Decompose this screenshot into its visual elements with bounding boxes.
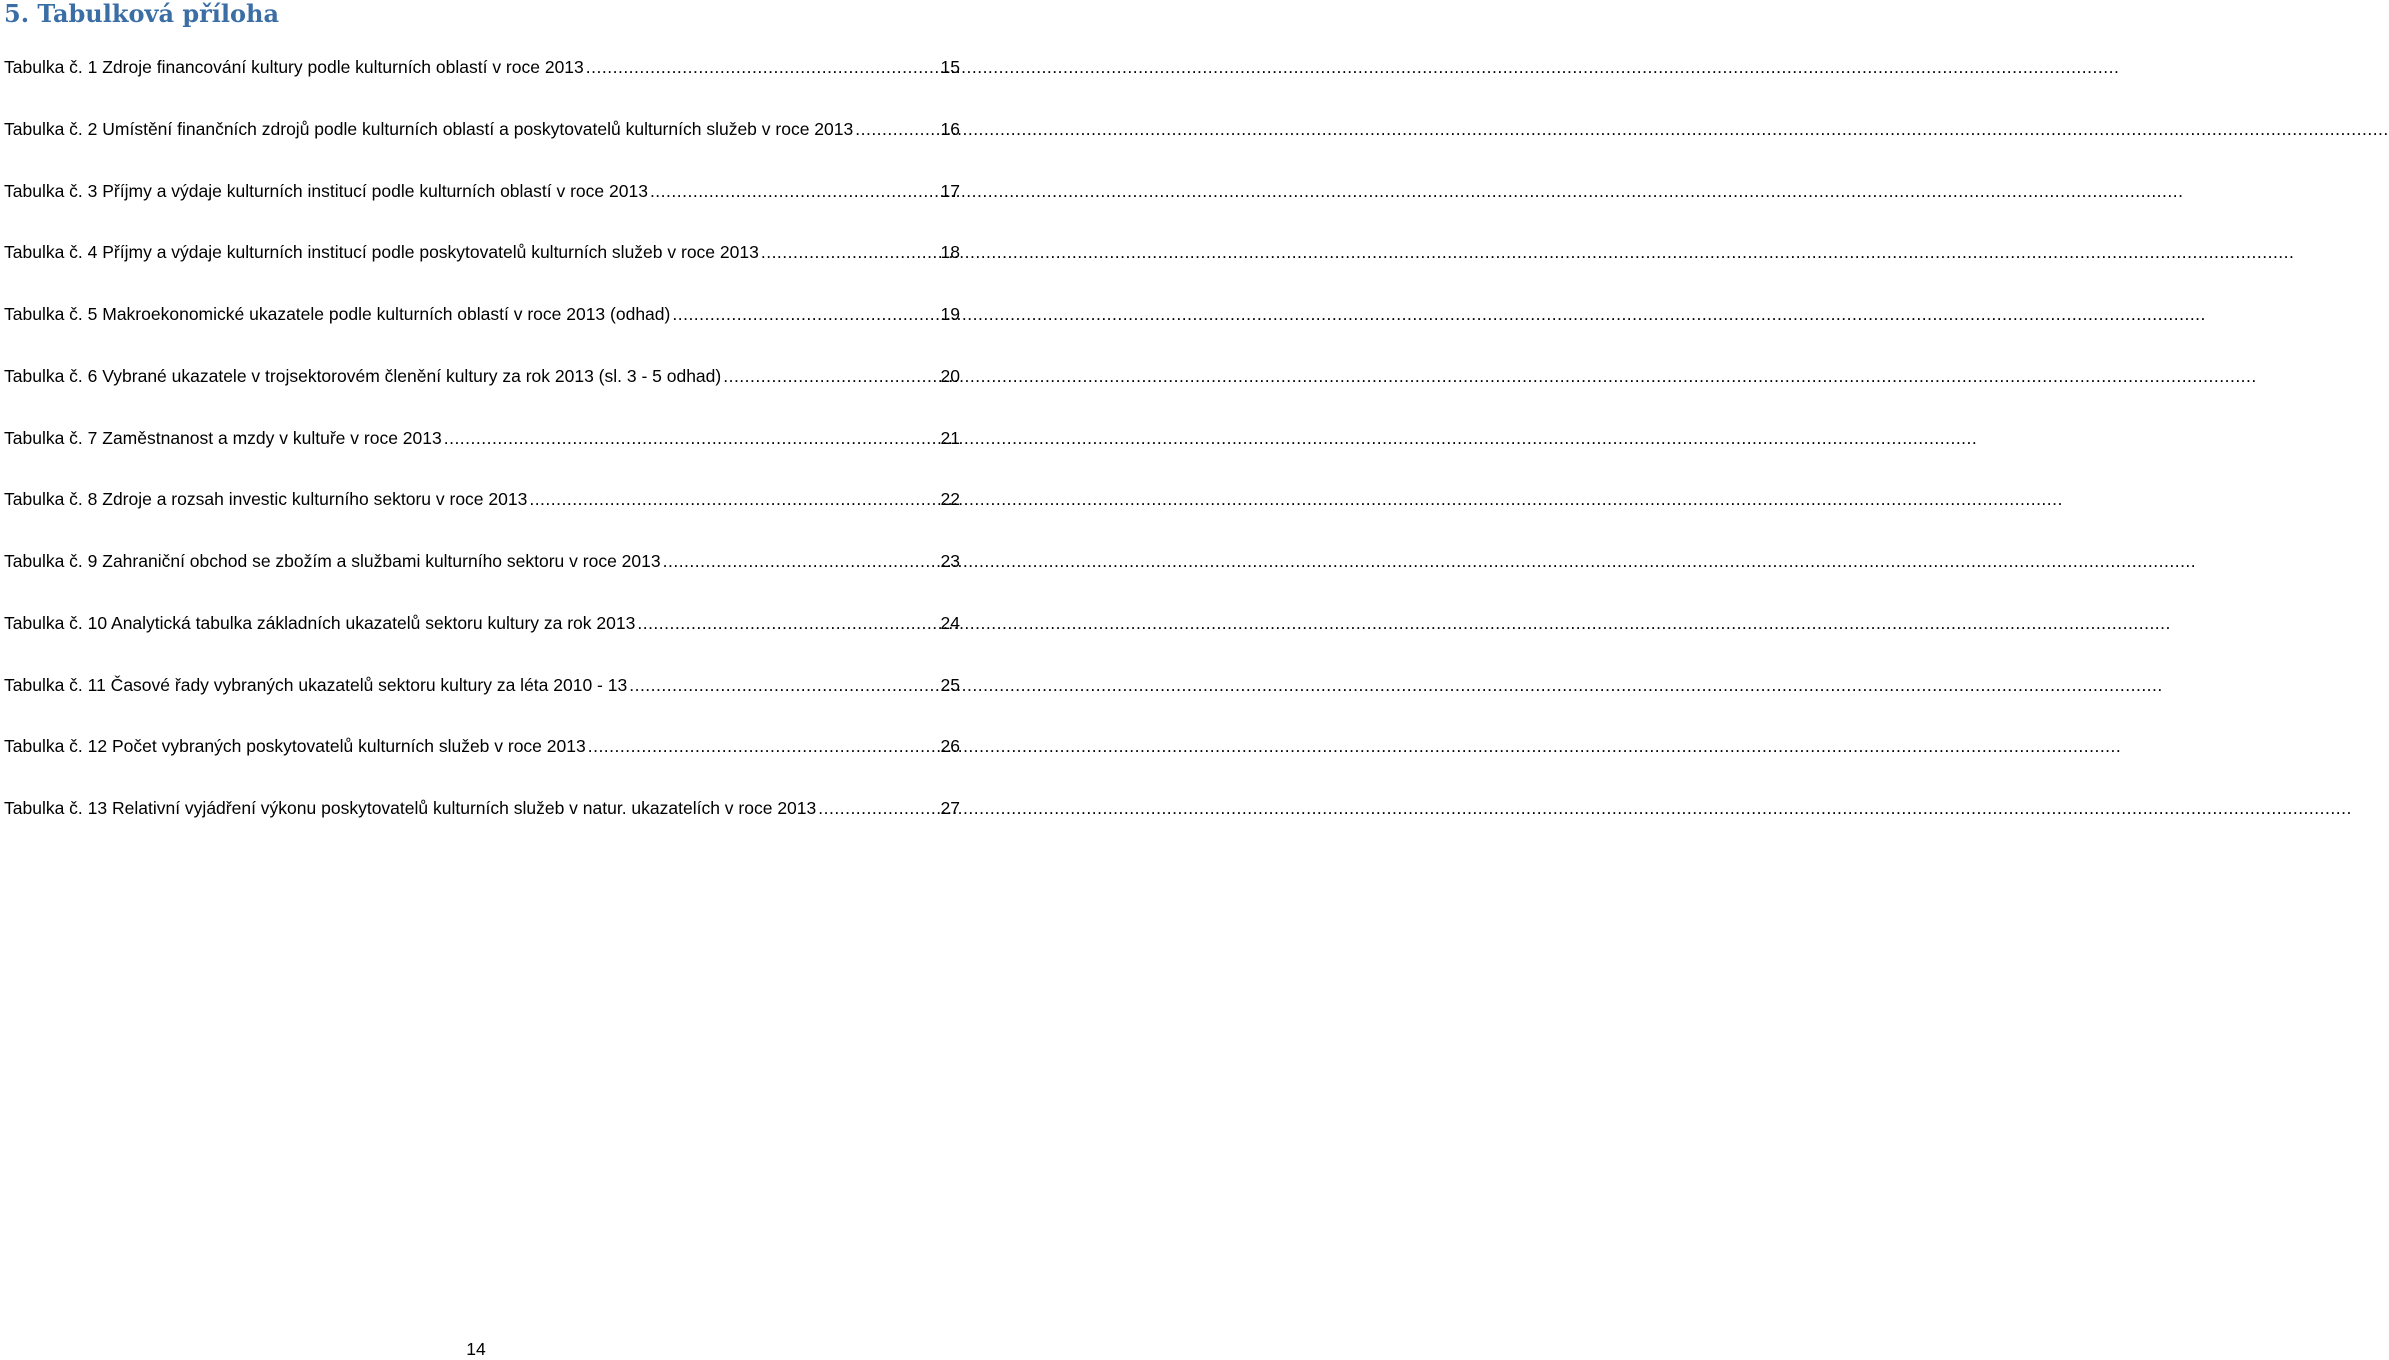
toc-entry[interactable]	[4, 672, 960, 734]
toc-dot-leader	[855, 116, 938, 142]
toc-entry[interactable]	[4, 548, 960, 610]
toc-entry-title: Tabulka č. 2 Umístění finančních zdrojů podle kulturních oblastí a poskytovatelů kulturních služeb v roce 2013	[4, 118, 854, 139]
toc-dot-leader	[723, 363, 938, 389]
toc-entry-page: 27	[940, 798, 960, 818]
toc-dot-leader	[586, 54, 939, 80]
toc-dot-leader	[663, 548, 939, 574]
toc-dot-leader	[444, 425, 939, 451]
toc-dot-leader	[818, 795, 938, 821]
toc-entry-title: Tabulka č. 5 Makroekonomické ukazatele podle kulturních oblastí v roce 2013 (odhad)	[4, 304, 671, 324]
toc-entry-page: 16	[940, 118, 960, 139]
toc-entry-page: 21	[940, 427, 960, 448]
toc-entry-page: 23	[940, 551, 960, 571]
toc-entry-page: 19	[940, 304, 960, 324]
toc-entry-page: 25	[940, 674, 960, 695]
toc-entry-page: 20	[940, 365, 960, 386]
toc-entry[interactable]	[4, 733, 960, 795]
section-heading: 5. Tabulková příloha	[4, 0, 280, 28]
toc-dot-leader	[629, 672, 938, 698]
toc-entry-page: 22	[940, 489, 960, 510]
toc-entry[interactable]	[4, 239, 960, 301]
toc-entry[interactable]	[4, 54, 960, 116]
toc-entry-title: Tabulka č. 1 Zdroje financování kultury podle kulturních oblastí v roce 2013	[4, 57, 584, 77]
toc-entry-page: 26	[940, 736, 960, 757]
toc-entry[interactable]	[4, 116, 960, 178]
table-of-contents	[4, 54, 960, 857]
toc-entry[interactable]	[4, 610, 960, 672]
page-number: 14	[466, 1339, 486, 1359]
toc-entry-title: Tabulka č. 7 Zaměstnanost a mzdy v kultuře v roce 2013	[4, 427, 442, 448]
toc-entry-page: 24	[940, 612, 960, 633]
toc-dot-leader	[761, 239, 939, 265]
toc-entry[interactable]	[4, 178, 960, 240]
toc-entry-title: Tabulka č. 10 Analytická tabulka základních ukazatelů sektoru kultury za rok 2013	[4, 612, 636, 633]
toc-dot-leader	[650, 178, 939, 204]
toc-entry-title: Tabulka č. 6 Vybrané ukazatele v trojsektorovém členění kultury za rok 2013 (sl. 3 - 5 odhad)	[4, 365, 722, 386]
toc-entry-title: Tabulka č. 3 Příjmy a výdaje kulturních institucí podle kulturních oblastí v roce 2013	[4, 180, 648, 201]
toc-dot-leader	[637, 610, 938, 636]
toc-dot-leader	[529, 486, 938, 512]
toc-entry-title: Tabulka č. 12 Počet vybraných poskytovatelů kulturních služeb v roce 2013	[4, 736, 586, 757]
toc-entry[interactable]	[4, 795, 960, 857]
toc-entry[interactable]	[4, 363, 960, 425]
toc-entry[interactable]	[4, 425, 960, 487]
toc-entry-title: Tabulka č. 13 Relativní vyjádření výkonu poskytovatelů kulturních služeb v natur. ukazatelích v roce 2013	[4, 798, 817, 818]
toc-entry-title: Tabulka č. 4 Příjmy a výdaje kulturních institucí podle poskytovatelů kulturních služeb v roce 2013	[4, 242, 759, 263]
toc-entry-title: Tabulka č. 8 Zdroje a rozsah investic kulturního sektoru v roce 2013	[4, 489, 528, 510]
toc-entry-page: 17	[940, 180, 960, 201]
toc-entry-title: Tabulka č. 11 Časové řady vybraných ukazatelů sektoru kultury za léta 2010 - 13	[4, 674, 628, 695]
toc-dot-leader	[588, 733, 939, 759]
toc-entry[interactable]	[4, 486, 960, 548]
toc-entry[interactable]	[4, 301, 960, 363]
toc-dot-leader	[672, 301, 938, 327]
toc-entry-page: 15	[940, 57, 960, 77]
toc-entry-page: 18	[940, 242, 960, 263]
toc-entry-title: Tabulka č. 9 Zahraniční obchod se zbožím a službami kulturního sektoru v roce 2013	[4, 551, 661, 571]
